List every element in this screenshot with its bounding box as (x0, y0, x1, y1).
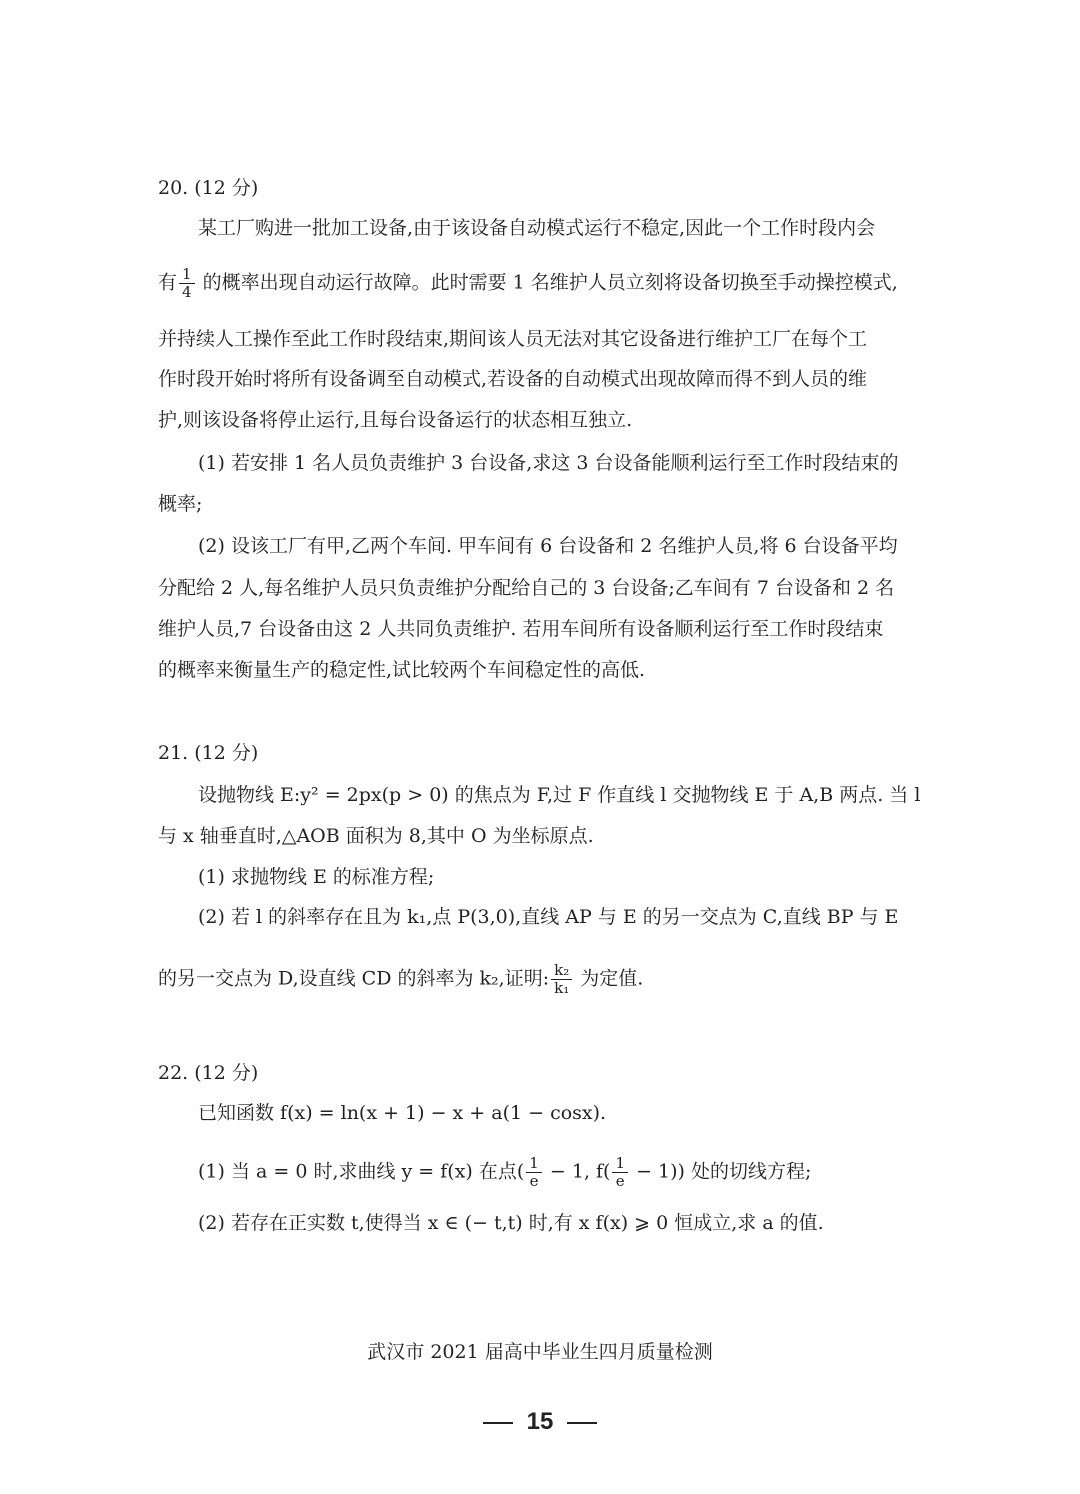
fraction-numerator: 1 (612, 1155, 628, 1173)
q21-part-2-line-2 (158, 962, 643, 997)
page-number-value: 15 (526, 1408, 554, 1435)
fraction-denominator: 4 (182, 283, 192, 301)
footer-title: 武汉市 2021 届高中毕业生四月质量检测 (367, 1341, 713, 1363)
q21-part-2-pre: 的另一交点为 D,设直线 CD 的斜率为 k₂,证明: (158, 967, 550, 990)
q20-part-2-line-1: (2) 设该工厂有甲,乙两个车间. 甲车间有 6 台设备和 2 名维护人员,将 6 台设备平均 (198, 535, 898, 557)
q20-line-2-post: 的概率出现自动运行故障。此时需要 1 名维护人员立刻将设备切换至手动操控模式, (202, 271, 898, 294)
q20-line-5: 护,则该设备将停止运行,且每台设备运行的状态相互独立. (158, 409, 633, 431)
q22-line-1: 已知函数 f(x) = ln(x + 1) − x + a(1 − cosx). (198, 1102, 607, 1124)
q22-part-1-mid: − 1, f( (549, 1160, 611, 1183)
q20-line-2 (158, 266, 898, 301)
fraction-k2-over-k1 (551, 962, 572, 997)
fraction-one-over-e (526, 1155, 542, 1190)
q21-part-2-line-1: (2) 若 l 的斜率存在且为 k₁,点 P(3,0),直线 AP 与 E 的另一交点为 C,直线 BP 与 E (198, 906, 899, 928)
fraction-denominator: k₁ (554, 979, 570, 997)
q22-heading: 22. (12 分) (158, 1062, 259, 1084)
q22-part-1-pre: (1) 当 a = 0 时,求曲线 y = f(x) 在点( (198, 1160, 525, 1183)
q20-part-2-line-3: 维护人员,7 台设备由这 2 人共同负责维护. 若用车间所有设备顺利运行至工作时段结束 (158, 618, 884, 640)
q21-part-1: (1) 求抛物线 E 的标准方程; (198, 866, 435, 888)
fraction-one-quarter (179, 266, 195, 301)
fraction-one-over-e-2 (612, 1155, 628, 1190)
q20-line-2-pre: 有 (158, 271, 178, 294)
q21-part-2-post: 为定值. (580, 967, 644, 990)
q20-line-4: 作时段开始时将所有设备调至自动模式,若设备的自动模式出现故障而得不到人员的维 (158, 368, 868, 390)
fraction-numerator: 1 (526, 1155, 542, 1173)
page-number (0, 1408, 1080, 1436)
q22-part-2: (2) 若存在正实数 t,使得当 x ∈ (− t,t) 时,有 x f(x) ⩾ 0 恒成立,求 a 的值. (198, 1212, 824, 1234)
fraction-numerator: 1 (179, 266, 195, 284)
q20-line-1: 某工厂购进一批加工设备,由于该设备自动模式运行不稳定,因此一个工作时段内会 (198, 217, 876, 239)
q22-part-1 (198, 1155, 811, 1190)
fraction-denominator: e (529, 1172, 539, 1190)
fraction-numerator: k₂ (551, 962, 572, 980)
dash-left (483, 1422, 513, 1424)
q20-heading: 20. (12 分) (158, 177, 259, 199)
q20-part-2-line-4: 的概率来衡量生产的稳定性,试比较两个车间稳定性的高低. (158, 659, 646, 681)
q20-part-2-line-2: 分配给 2 人,每名维护人员只负责维护分配给自己的 3 台设备;乙车间有 7 台设备和 2 名 (158, 577, 895, 599)
q21-heading: 21. (12 分) (158, 742, 259, 764)
q21-line-1: 设抛物线 E:y² = 2px(p > 0) 的焦点为 F,过 F 作直线 l 交抛物线 E 于 A,B 两点. 当 l (198, 784, 921, 806)
q22-part-1-post: − 1)) 处的切线方程; (636, 1160, 812, 1183)
fraction-denominator: e (615, 1172, 625, 1190)
q20-part-1-line-2: 概率; (158, 493, 203, 515)
dash-right (567, 1422, 597, 1424)
q20-part-1-line-1: (1) 若安排 1 名人员负责维护 3 台设备,求这 3 台设备能顺利运行至工作时段结束的 (198, 452, 899, 474)
q21-line-2: 与 x 轴垂直时,△AOB 面积为 8,其中 O 为坐标原点. (158, 825, 594, 847)
q20-line-3: 并持续人工操作至此工作时段结束,期间该人员无法对其它设备进行维护工厂在每个工 (158, 328, 868, 350)
